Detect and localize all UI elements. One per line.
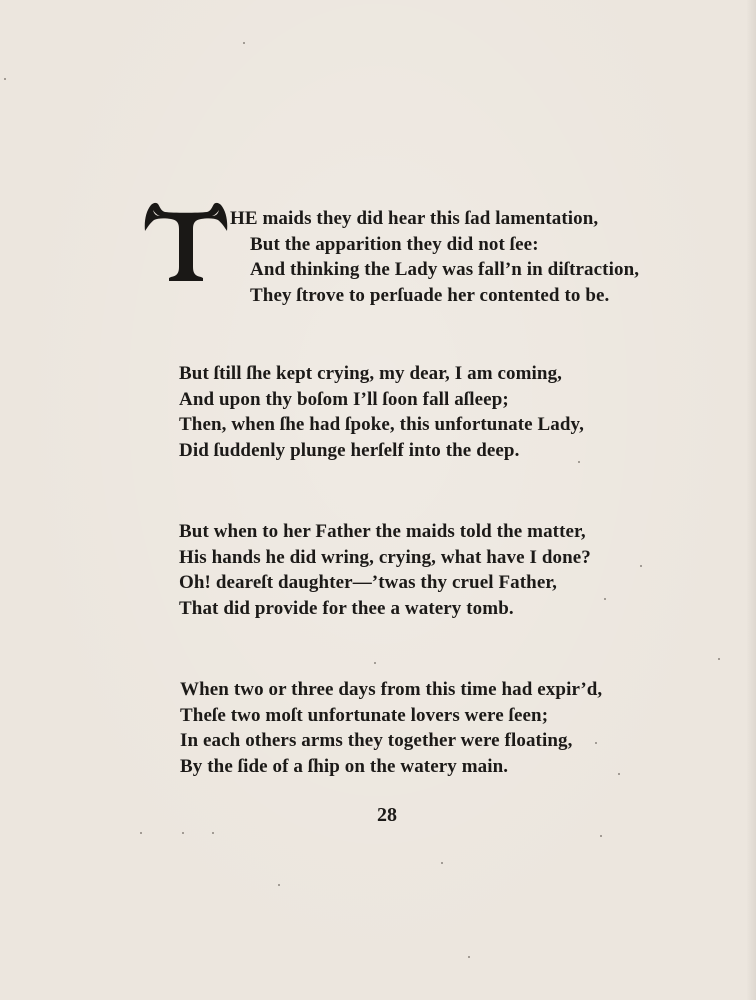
poem-line: Oh! deareſt daughter—’twas thy cruel Father, [179, 572, 558, 593]
paper-speck [618, 773, 620, 775]
paper-speck [595, 742, 597, 744]
poem-line: Then, when ſhe had ſpoke, this unfortunate Lady, [179, 414, 584, 435]
poem-line: Theſe two moſt unfortunate lovers were ſeen; [180, 704, 549, 726]
paper-speck [212, 832, 214, 834]
poem-line: In each others arms they together were floating, [180, 730, 573, 751]
paper-speck [4, 78, 6, 80]
page-edge-shadow [746, 0, 756, 1000]
stanza-4 [180, 677, 602, 779]
poem-line: His hands he did wring, crying, what have I done? [179, 546, 591, 568]
paper-speck [140, 832, 142, 834]
paper-speck [604, 598, 606, 600]
paper-speck [468, 956, 470, 958]
paper-speck [374, 662, 376, 664]
page-number: 28 [377, 804, 397, 826]
paper-speck [600, 835, 602, 837]
paper-speck [441, 862, 443, 864]
paper-speck [578, 461, 580, 463]
poem-line: But when to her Father the maids told the matter, [179, 521, 586, 542]
stanza-1 [145, 206, 639, 308]
poem-line: And upon thy boſom I’ll ſoon fall aſleep; [179, 388, 509, 410]
poem-line: They ſtrove to perſuade her contented to be. [250, 284, 610, 306]
paper-speck [278, 884, 280, 886]
poem-line: When two or three days from this time had expir’d, [180, 679, 603, 700]
poem-line: HE maids they did hear this ſad lamentation, [230, 208, 599, 229]
poem-line: That did provide for thee a watery tomb. [179, 597, 514, 619]
stanza-3 [179, 519, 591, 621]
paper-speck [640, 565, 642, 567]
paper-speck [718, 658, 720, 660]
poem-line: And thinking the Lady was fall’n in diſtraction, [250, 259, 640, 280]
stanza-2 [179, 361, 584, 463]
poem-line: Did ſuddenly plunge herſelf into the deep. [179, 439, 520, 461]
poem-line: But the apparition they did not ſee: [250, 233, 539, 255]
paper-speck [182, 832, 184, 834]
poem-line: By the ſide of a ſhip on the watery main. [180, 755, 509, 777]
paper-speck [243, 42, 245, 44]
poem-line: But ſtill ſhe kept crying, my dear, I am coming, [179, 363, 563, 384]
